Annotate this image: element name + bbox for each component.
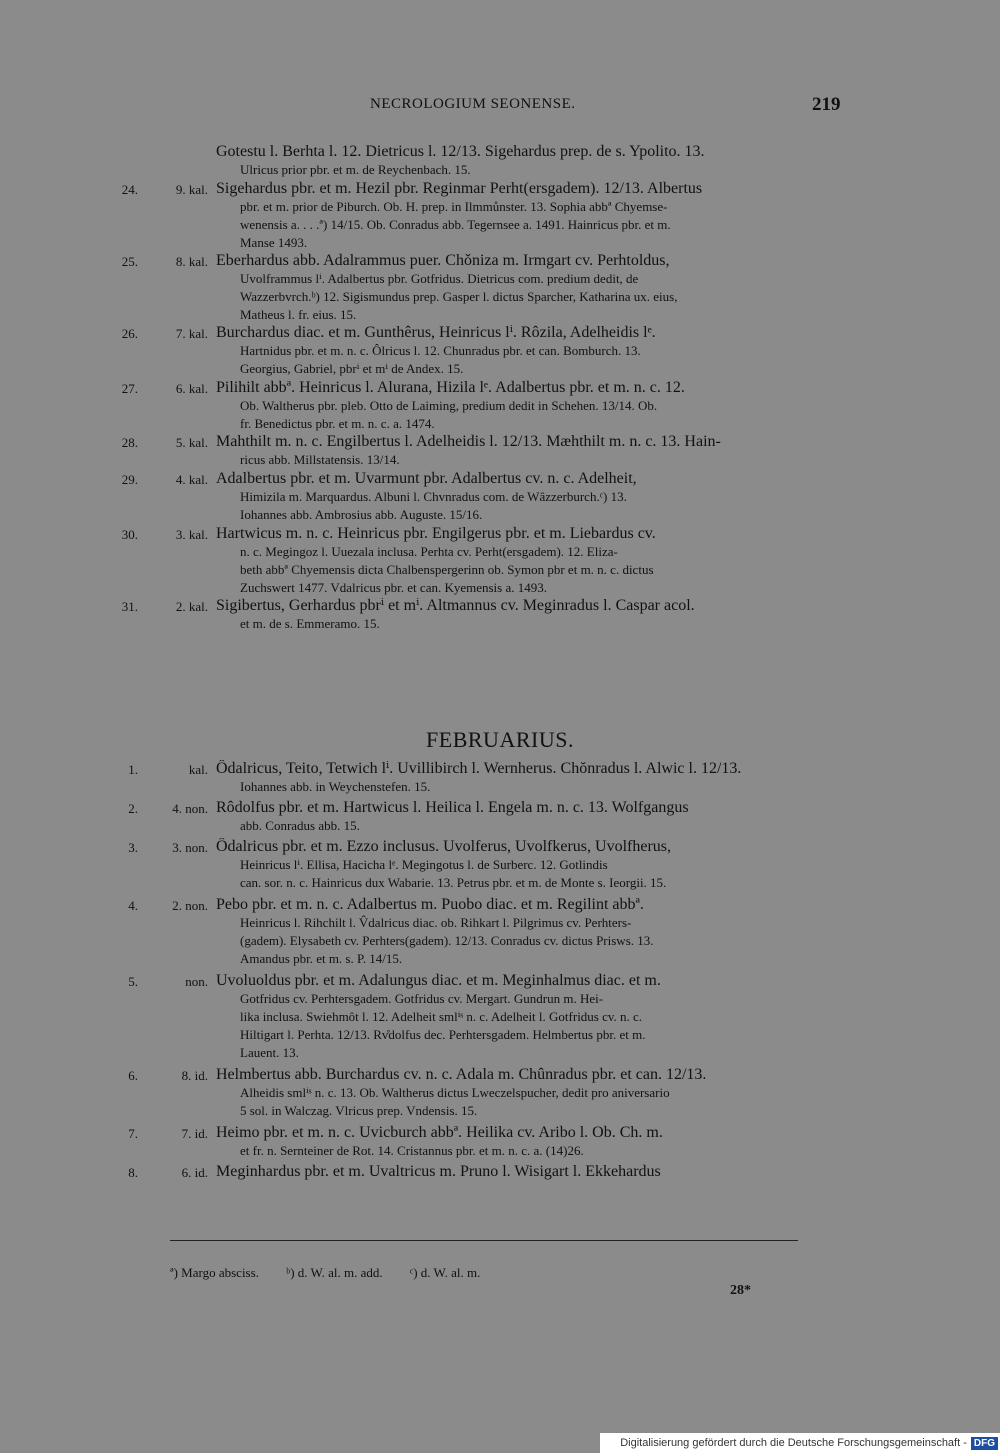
entry-day: 6. bbox=[128, 1068, 138, 1083]
entry-day: 30. bbox=[121, 526, 138, 542]
entry-line: fr. Benedictus pbr. et m. n. c. a. 1474. bbox=[240, 415, 435, 431]
entry-line: Sigehardus pbr. et m. Hezil pbr. Reginmar Perht(ersgadem). 12/13. Albertus bbox=[216, 180, 703, 197]
entry-calendar-date: 4. non. bbox=[172, 801, 208, 816]
entry-line: Pebo pbr. et m. n. c. Adalbertus m. Puobo diac. et m. Regilint abbª. bbox=[216, 895, 644, 913]
entry-text bbox=[216, 972, 840, 1062]
entry-day: 8. bbox=[128, 1164, 138, 1180]
entry-text bbox=[216, 799, 840, 835]
month-title: FEBRUARIUS. bbox=[426, 727, 574, 752]
entry-calendar-date: 8. id. bbox=[181, 1068, 208, 1083]
entry-line: Zuchswert 1477. Vdalricus pbr. et can. Kyemensis a. 1493. bbox=[240, 579, 547, 595]
signature-mark: 28* bbox=[730, 1283, 751, 1298]
entry-line: (gadem). Elysabeth cv. Perhters(gadem). 12/13. Conradus cv. dictus Prisws. 13. bbox=[240, 932, 654, 948]
entry-line: n. c. Megingoz l. Uuezala inclusa. Perhta cv. Perht(ersgadem). 12. Eliza- bbox=[240, 543, 618, 559]
entry-calendar-date: 7. id. bbox=[181, 1125, 208, 1141]
entry-line: Georgius, Gabriel, pbrⁱ et mⁱ de Andex. 15. bbox=[240, 361, 464, 376]
footnotes bbox=[170, 1265, 504, 1281]
entry-day: 29. bbox=[121, 472, 138, 487]
entry-line: Mahthilt m. n. c. Engilbertus l. Adelheidis l. 12/13. Mæhthilt m. n. c. 13. Hain- bbox=[216, 433, 721, 450]
entry-text bbox=[216, 433, 840, 469]
entry-line: can. sor. n. c. Hainricus dux Wabarie. 13. Petrus pbr. et m. de Monte s. Ieorgii. 15. bbox=[240, 875, 667, 890]
entry-line: Sigibertus, Gerhardus pbrⁱ et mⁱ. Altmannus cv. Meginradus l. Caspar acol. bbox=[216, 596, 695, 614]
entry-day: 1. bbox=[128, 762, 138, 777]
entry-line: Matheus l. fr. eius. 15. bbox=[240, 307, 357, 322]
entry-line: Rôdolfus pbr. et m. Hartwicus l. Heilica l. Engela m. n. c. 13. Wolfgangus bbox=[216, 799, 689, 816]
entry-calendar-date: non. bbox=[185, 973, 208, 989]
entry-calendar-date: 3. non. bbox=[172, 840, 208, 855]
entry-line: Heinricus lⁱ. Ellisa, Hacicha lᵉ. Megingotus l. de Surberc. 12. Gotlindis bbox=[240, 857, 608, 872]
entry-line: Helmbertus abb. Burchardus cv. n. c. Adala m. Chûnradus pbr. et can. 12/13. bbox=[216, 1066, 707, 1083]
entry-line: et m. de s. Emmeramo. 15. bbox=[240, 615, 380, 631]
entry-calendar-date: 4. kal. bbox=[175, 472, 208, 487]
entry-day: 25. bbox=[121, 254, 138, 269]
entry-line: Iohannes abb. Ambrosius abb. Auguste. 15/16. bbox=[240, 507, 483, 522]
entry-line: Manse 1493. bbox=[240, 235, 308, 250]
entry-line: Ôdalricus, Teito, Tetwich lⁱ. Uvillibirch l. Wernherus. Chŏnradus l. Alwic l. 12/13. bbox=[216, 760, 742, 777]
entry-line: Pilihilt abbª. Heinricus l. Alurana, Hizila lᵉ. Adalbertus pbr. et m. n. c. 12. bbox=[216, 378, 685, 396]
entry-line: Amandus pbr. et m. s. P. 14/15. bbox=[240, 950, 403, 966]
dfg-credit-text: Digitalisierung gefördert durch die Deutsche Forschungsgemeinschaft - bbox=[620, 1437, 967, 1449]
footnote-rule bbox=[170, 1240, 798, 1241]
entry-line: pbr. et m. prior de Piburch. Ob. H. prep. in Ilmmůnster. 13. Sophia abbª Chyemse- bbox=[240, 199, 668, 214]
entry-line: Iohannes abb. in Weychenstefen. 15. bbox=[240, 779, 431, 794]
entry-line: Lauent. 13. bbox=[240, 1044, 299, 1060]
entry-line: Gotfridus cv. Perhtersgadem. Gotfridus cv. Mergart. Gundrun m. Hei- bbox=[240, 990, 604, 1006]
footnote-b: ᵇ) d. W. al. m. add. bbox=[286, 1265, 383, 1280]
entry-line: Burchardus diac. et m. Gunthêrus, Heinricus lⁱ. Rôzila, Adelheidis lᵉ. bbox=[216, 324, 656, 341]
entry-text bbox=[216, 896, 840, 968]
entry-line: Uvoluoldus pbr. et m. Adalungus diac. et m. Meginhalmus diac. et m. bbox=[216, 971, 661, 989]
entry-line: Gotestu l. Berhta l. 12. Dietricus l. 12/13. Sigehardus prep. de s. Ypolito. 13. bbox=[216, 143, 705, 160]
entry-text bbox=[216, 525, 840, 597]
entry-line: Adalbertus pbr. et m. Uvarmunt pbr. Adalbertus cv. n. c. Adelheit, bbox=[216, 470, 637, 487]
entry-text bbox=[216, 252, 840, 324]
entry-line: Ôdalricus pbr. et m. Ezzo inclusus. Uvolferus, Uvolfkerus, Uvolfherus, bbox=[216, 838, 672, 855]
entry-line: ricus abb. Millstatensis. 13/14. bbox=[240, 452, 400, 467]
entry-line: abb. Conradus abb. 15. bbox=[240, 818, 360, 833]
entry-line: Eberhardus abb. Adalrammus puer. Chǒniza m. Irmgart cv. Perhtoldus, bbox=[216, 252, 670, 269]
entry-line: Ulricus prior pbr. et m. de Reychenbach. 15. bbox=[240, 162, 471, 177]
entry-line: beth abbª Chyemensis dicta Chalbenspergerinn ob. Symon pbr et m. n. c. dictus bbox=[240, 561, 654, 577]
entry-day: 28. bbox=[121, 435, 138, 450]
dfg-logo-icon: DFG bbox=[971, 1437, 998, 1450]
entry-day: 4. bbox=[128, 897, 138, 913]
entry-text bbox=[216, 324, 840, 378]
entry-day: 2. bbox=[128, 801, 138, 816]
entry-day: 26. bbox=[121, 326, 138, 341]
entry-text bbox=[216, 597, 840, 633]
entry-calendar-date: kal. bbox=[188, 762, 208, 777]
entry-text bbox=[216, 470, 840, 524]
entry-line: Heinricus l. Rihchilt l. V̂dalricus diac. ob. Rihkart l. Pilgrimus cv. Perhters- bbox=[240, 914, 632, 930]
entry-text bbox=[216, 180, 840, 252]
entry-day: 24. bbox=[121, 182, 138, 197]
entry-line: Ob. Waltherus pbr. pleb. Otto de Laiming, predium dedit in Schehen. 13/14. Ob. bbox=[240, 397, 658, 413]
entry-calendar-date: 9. kal. bbox=[175, 182, 208, 197]
entry-line: Wazzerbvrch.ᵇ) 12. Sigismundus prep. Gasper l. dictus Sparcher, Katharina ux. eius, bbox=[240, 289, 678, 304]
entry-text bbox=[216, 143, 840, 179]
entry-line: Heimo pbr. et m. n. c. Uvicburch abbª. Heilika cv. Aribo l. Ob. Ch. m. bbox=[216, 1123, 663, 1141]
entry-calendar-date: 2. kal. bbox=[175, 598, 208, 614]
entry-calendar-date: 6. id. bbox=[181, 1164, 208, 1180]
dfg-credit-bar bbox=[600, 1433, 1000, 1453]
page-number: 219 bbox=[812, 94, 841, 115]
entry-text bbox=[216, 379, 840, 433]
entry-line: Meginhardus pbr. et m. Uvaltricus m. Pruno l. Wisigart l. Ekkehardus bbox=[216, 1162, 661, 1180]
entry-calendar-date: 2. non. bbox=[172, 897, 208, 913]
entry-line: lika inclusa. Swiehmôt l. 12. Adelheit smlⁱˢ n. c. Adelheit l. Gotfridus cv. n. c. bbox=[240, 1008, 643, 1024]
entry-line: wenensis a. . . .ª) 14/15. Ob. Conradus abb. Tegernsee a. 1491. Hainricus pbr. et m. bbox=[240, 217, 671, 232]
entry-calendar-date: 8. kal. bbox=[175, 254, 208, 269]
entry-day: 5. bbox=[128, 973, 138, 989]
footnote-c: ᶜ) d. W. al. m. bbox=[409, 1265, 481, 1280]
entry-calendar-date: 7. kal. bbox=[175, 326, 208, 341]
entry-day: 31. bbox=[121, 598, 138, 614]
entry-calendar-date: 6. kal. bbox=[175, 380, 208, 396]
entry-line: Himizila m. Marquardus. Albuni l. Chvnradus com. de Wâzzerburch.ᶜ) 13. bbox=[240, 489, 627, 504]
running-title: NECROLOGIUM SEONENSE. bbox=[370, 96, 576, 112]
entry-calendar-date: 3. kal. bbox=[175, 526, 208, 542]
entry-line: Hartnidus pbr. et m. n. c. Ôlricus l. 12. Chunradus pbr. et can. Bomburch. 13. bbox=[240, 343, 641, 358]
entry-day: 3. bbox=[128, 840, 138, 855]
entry-text bbox=[216, 760, 840, 796]
entry-text bbox=[216, 838, 840, 892]
entry-line: Hartwicus m. n. c. Heinricus pbr. Engilgerus pbr. et m. Liebardus cv. bbox=[216, 524, 656, 542]
entry-line: Uvolframmus lⁱ. Adalbertus pbr. Gotfridus. Dietricus com. predium dedit, de bbox=[240, 271, 639, 286]
entry-text bbox=[216, 1163, 840, 1181]
footnote-a: ª) Margo absciss. bbox=[170, 1265, 259, 1280]
entry-line: et fr. n. Sernteiner de Rot. 14. Cristannus pbr. et m. n. c. a. (14)26. bbox=[240, 1142, 584, 1158]
entry-text bbox=[216, 1124, 840, 1160]
entry-calendar-date: 5. kal. bbox=[175, 435, 208, 450]
entry-line: 5 sol. in Walczag. Vlricus prep. Vndensis. 15. bbox=[240, 1103, 478, 1118]
entry-line: Alheidis smlⁱˢ n. c. 13. Ob. Waltherus dictus Lweczelspucher, dedit pro aniversario bbox=[240, 1085, 670, 1100]
entry-text bbox=[216, 1066, 840, 1120]
entry-line: Hiltigart l. Perhta. 12/13. Rv̊dolfus dec. Perhtersgadem. Helmbertus pbr. et m. bbox=[240, 1026, 646, 1042]
entry-day: 7. bbox=[128, 1125, 138, 1141]
entry-day: 27. bbox=[121, 380, 138, 396]
